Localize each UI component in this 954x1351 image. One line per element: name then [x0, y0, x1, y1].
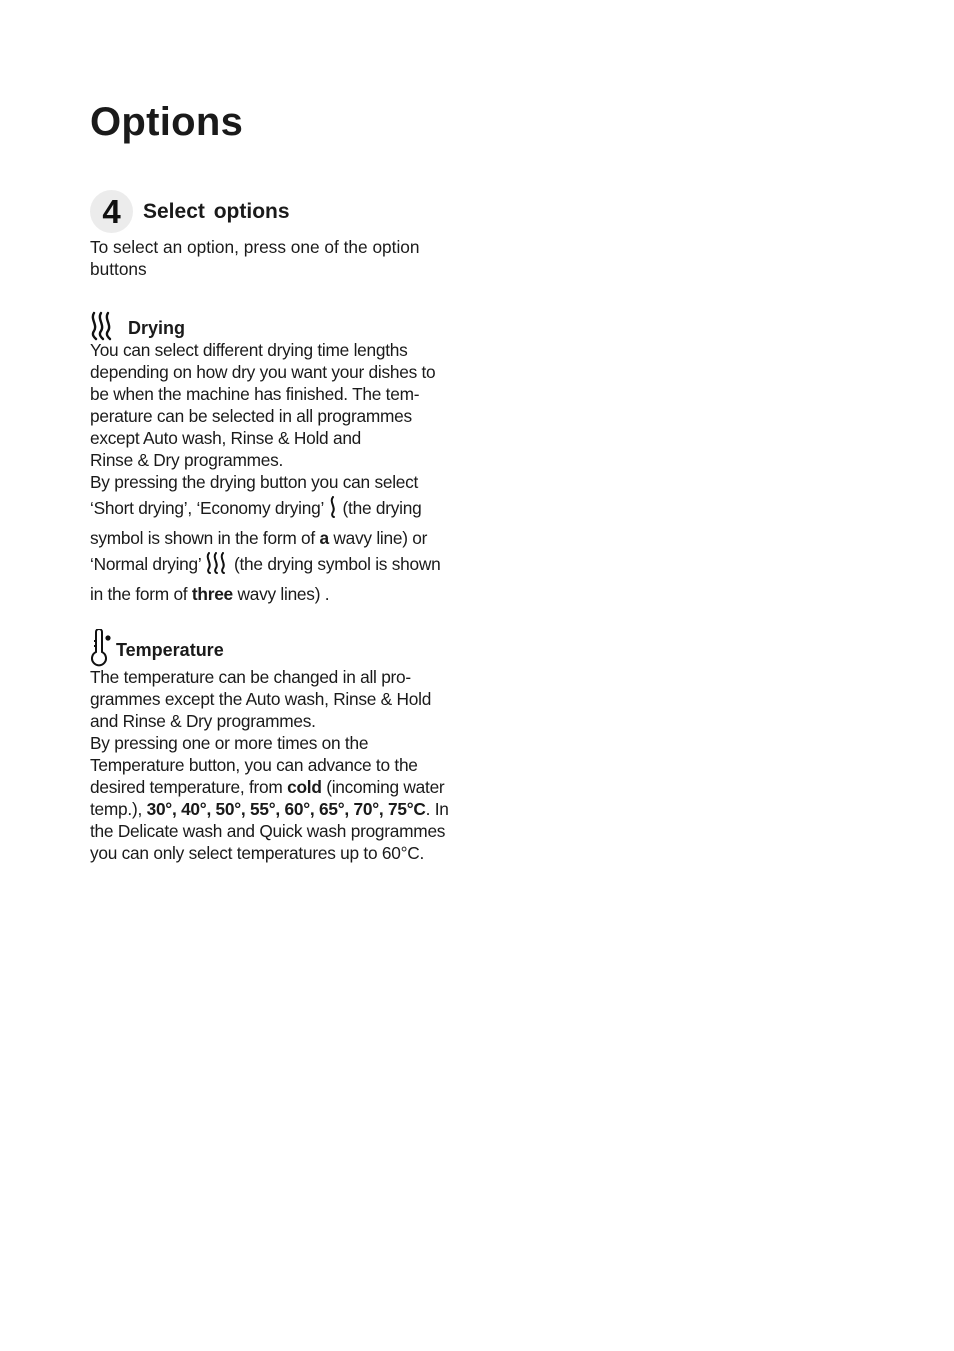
text-line: Temperature button, you can advance to the [90, 755, 418, 775]
text-line: depending on how dry you want your dishes to [90, 362, 436, 382]
single-wavy-line-icon [328, 496, 338, 527]
text-line: except Auto wash, Rinse & Hold and [90, 428, 362, 448]
text-line: The temperature can be changed in all pro- [90, 667, 411, 687]
text-line: You can select different drying time lengths [90, 340, 408, 360]
page-title: Options [90, 100, 244, 144]
text-line: grammes except the Auto wash, Rinse & Hold [90, 689, 432, 709]
step-intro: To select an option, press one of the option buttons [90, 237, 420, 279]
text-line: By pressing the drying button you can select [90, 472, 419, 492]
text-line: temp.), 30°, 40°, 50°, 55°, 60°, 65°, 70°, 75°C. In [90, 799, 449, 819]
step-number-badge: 4 [90, 190, 133, 233]
normal-drying-suffix: (the drying symbol is shown [233, 554, 441, 574]
short-economy-suffix: (the drying [342, 498, 422, 518]
step-heading: Select options [143, 199, 290, 223]
text-line: By pressing one or more times on the [90, 733, 369, 753]
drying-description [90, 339, 470, 605]
text-line: perature can be selected in all programmes [90, 406, 412, 426]
text-line: and Rinse & Dry programmes. [90, 711, 316, 731]
text-line: be when the machine has finished. The tem- [90, 384, 420, 404]
temperature-description [90, 666, 470, 864]
text-line [90, 493, 470, 527]
text-line: Rinse & Dry programmes. [90, 450, 284, 470]
drying-title: Drying [128, 318, 186, 338]
text-line [90, 549, 470, 583]
normal-drying-text: ‘Normal drying’ [90, 554, 201, 574]
text-line: in the form of three wavy lines) . [90, 584, 330, 604]
text-line: you can only select temperatures up to 60°C. [90, 843, 425, 863]
text-line: the Delicate wash and Quick wash programmes [90, 821, 446, 841]
temperature-title: Temperature [116, 640, 224, 660]
short-economy-text: ‘Short drying’, ‘Economy drying’ [90, 498, 324, 518]
three-wavy-lines-icon [205, 552, 229, 583]
text-line: desired temperature, from cold (incoming water [90, 777, 445, 797]
text-line: symbol is shown in the form of a wavy line) or [90, 528, 428, 548]
step-header [90, 190, 290, 233]
